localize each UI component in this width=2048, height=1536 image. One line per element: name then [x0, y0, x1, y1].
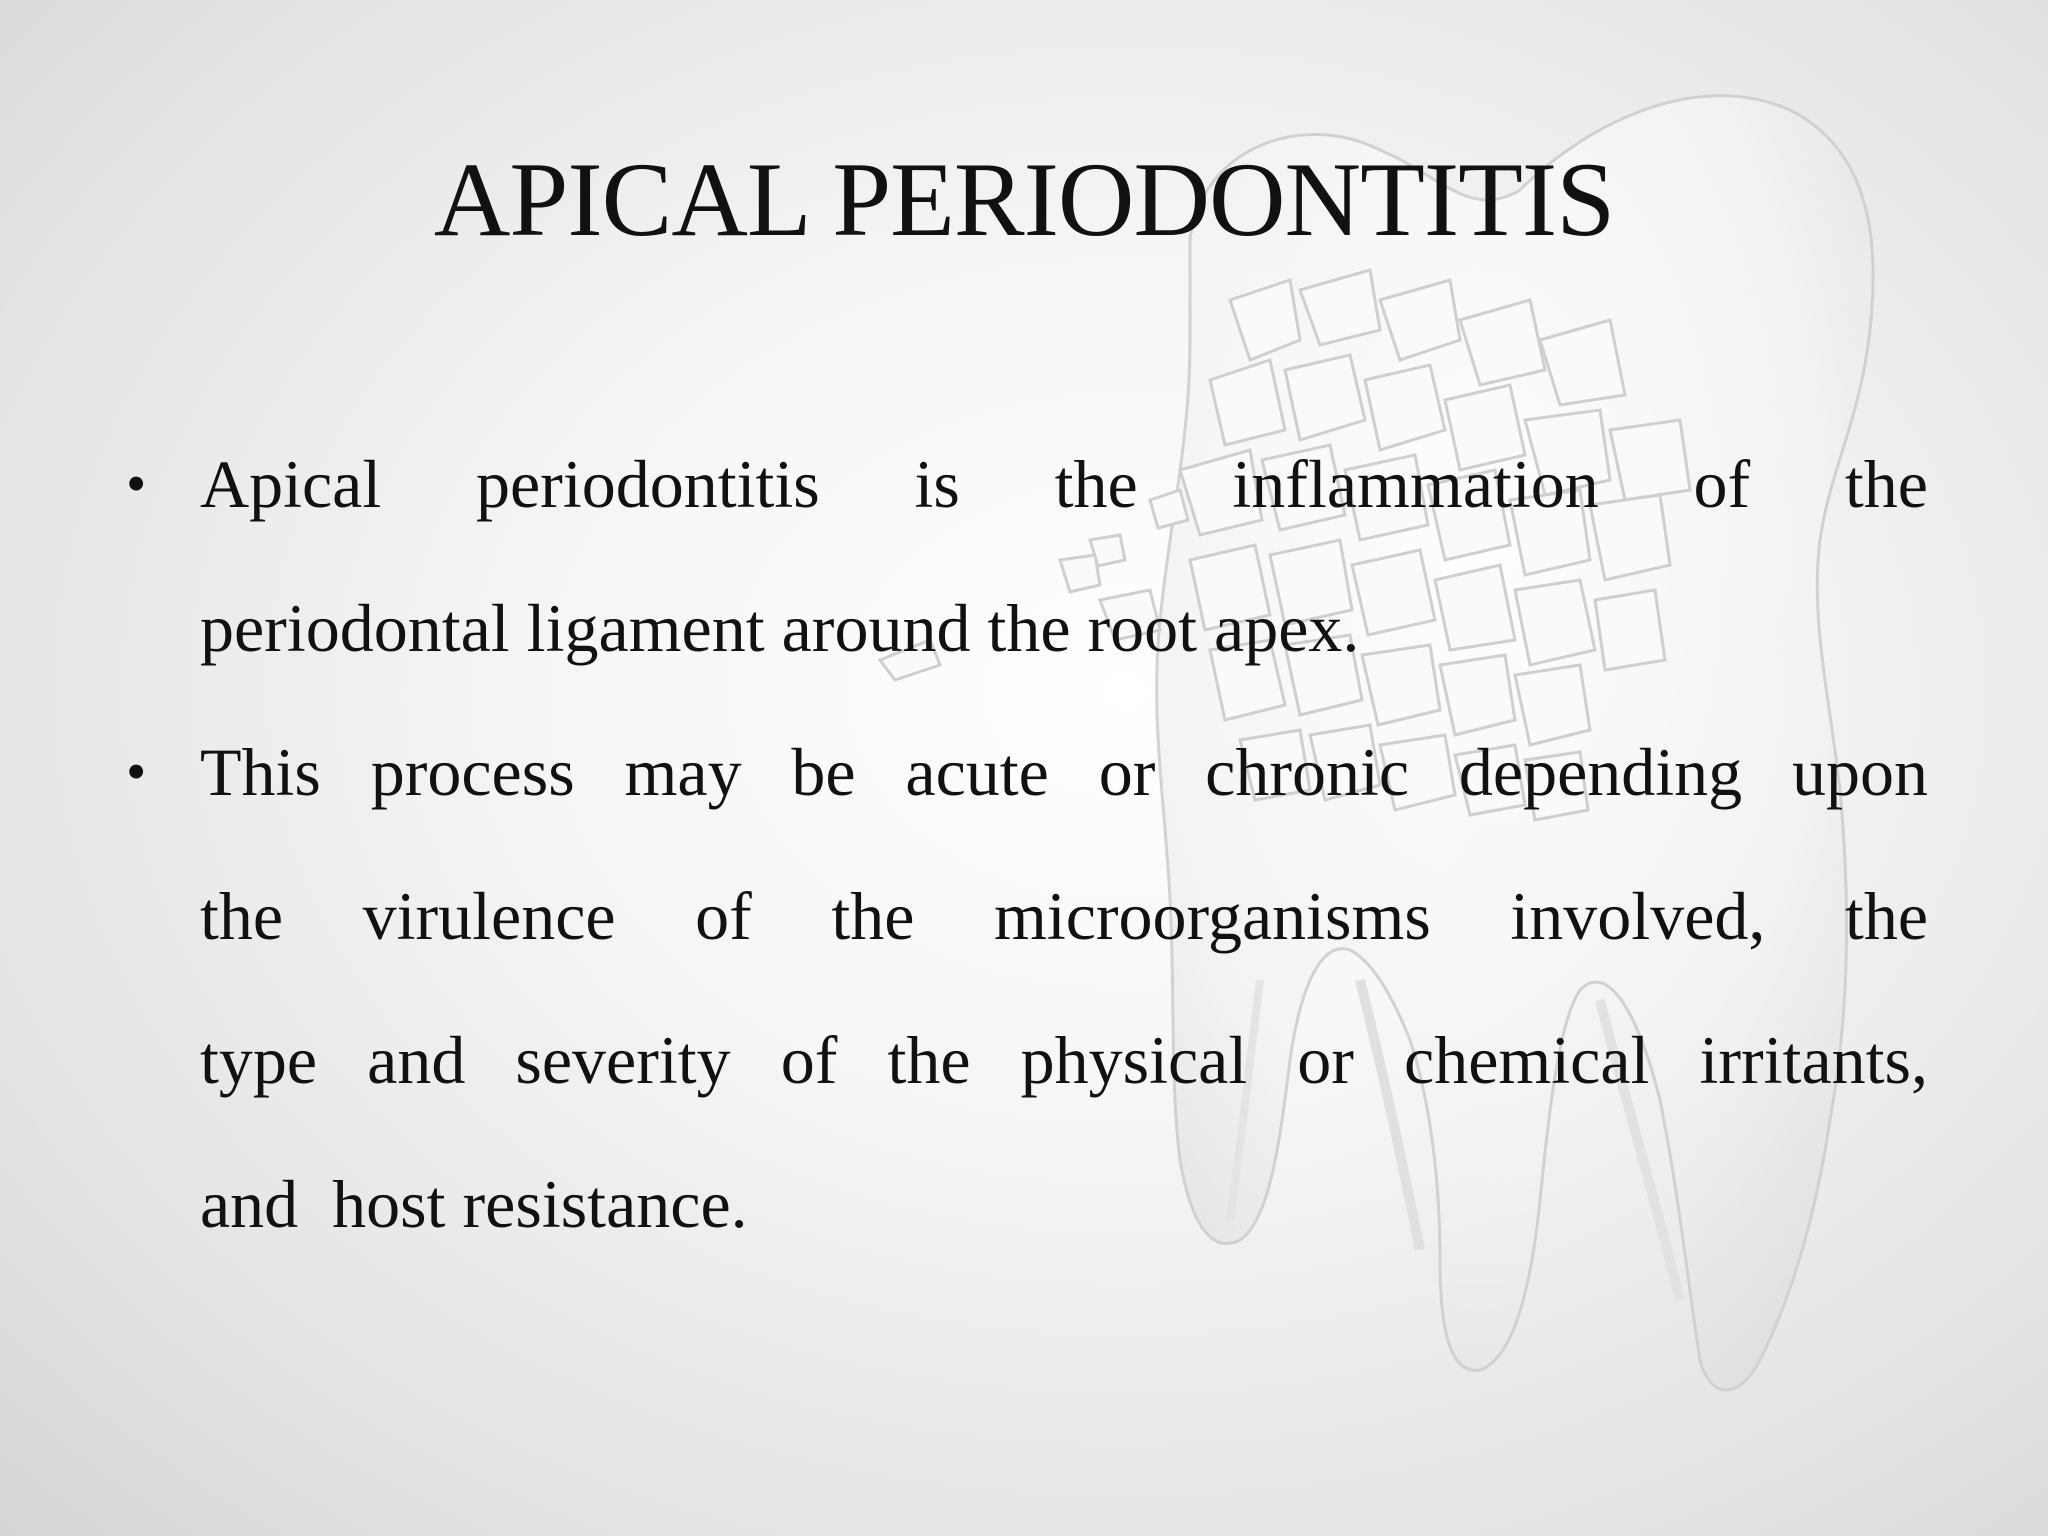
bullet-icon: •: [126, 739, 147, 804]
bullet-icon: •: [126, 451, 147, 516]
bullet-list: [120, 412, 1928, 1276]
slide-title: APICAL PERIODONTITIS: [433, 141, 1615, 258]
bullet-line: Apical periodontitis is the inflammation of the: [200, 446, 1928, 522]
bullet-item-definition: [120, 412, 1928, 700]
bullet-line: and host resistance.: [200, 1166, 748, 1242]
bullet-line: periodontal ligament around the root apex.: [200, 590, 1360, 666]
bullet-line: type and severity of the physical or chemical irritants,: [200, 1022, 1928, 1098]
bullet-text: [200, 412, 1928, 700]
bullet-text: [200, 700, 1928, 1276]
bullet-line: the virulence of the microorganisms involved, the: [200, 878, 1928, 954]
bullet-item-process: [120, 700, 1928, 1276]
bullet-line: This process may be acute or chronic depending upon: [200, 734, 1928, 810]
